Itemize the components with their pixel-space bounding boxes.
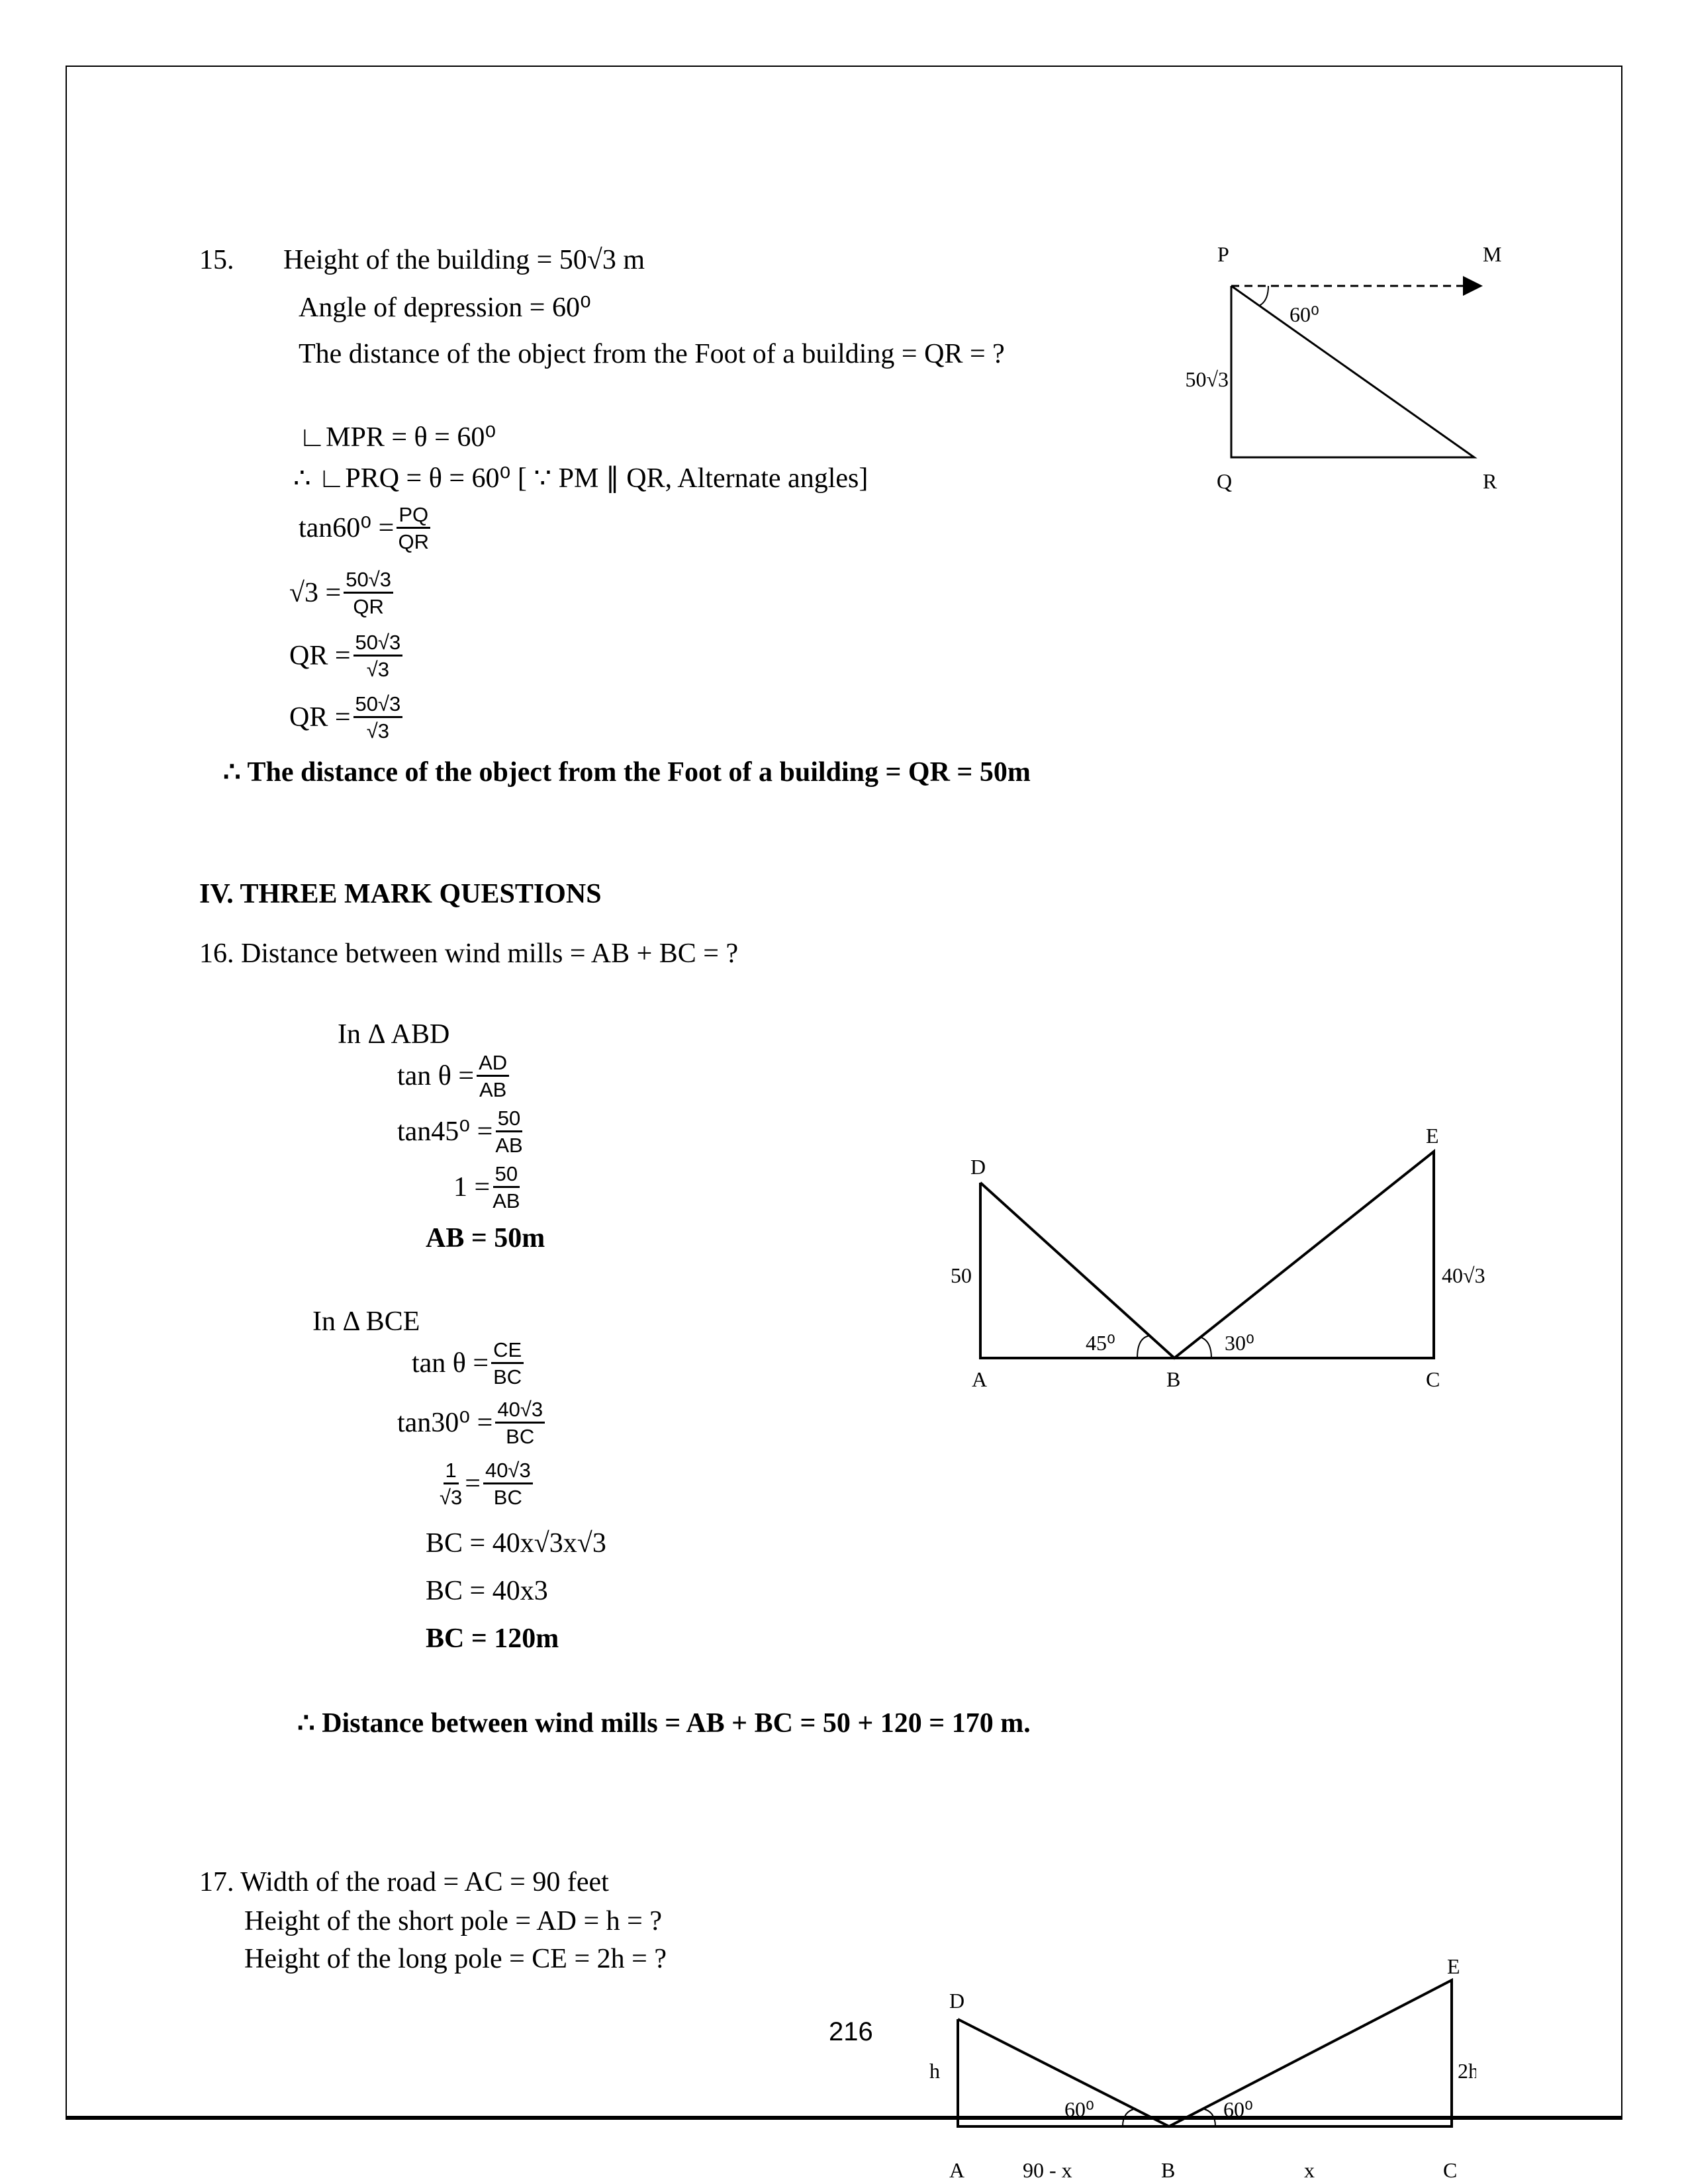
numerator: 1 (444, 1460, 459, 1484)
poles-triangles (958, 1980, 1452, 2126)
q16-conclusion: ∴ Distance between wind mills = AB + BC = 50 + 120 = 170 m. (297, 1708, 1031, 1739)
denominator: QR (398, 530, 429, 553)
denominator: BC (493, 1365, 522, 1388)
q15-given-height: Height of the building = 50√3 m (283, 245, 645, 275)
q16-bce5: BC = 40x3 (426, 1576, 548, 1606)
numerator: 50√3 (353, 694, 403, 718)
label-ad: h (929, 2059, 940, 2083)
angle-arc-left (1137, 1336, 1150, 1358)
numerator: 50√3 (353, 632, 403, 657)
label-c: C (1426, 1367, 1440, 1391)
label-a: A (972, 1367, 988, 1391)
lhs: tan θ = (412, 1348, 489, 1379)
label-angle-right: 60⁰ (1223, 2097, 1253, 2121)
label-e: E (1447, 1954, 1460, 1978)
label-d: D (949, 1989, 965, 2013)
numerator: 50 (493, 1163, 520, 1188)
denominator: AB (495, 1134, 523, 1157)
lhs: QR = (289, 702, 351, 733)
label-ab: 90 - x (1023, 2158, 1072, 2182)
label-d: D (970, 1155, 986, 1179)
angle-arc-right (1199, 1337, 1211, 1358)
label-c: C (1443, 2158, 1458, 2182)
denominator: BC (493, 1486, 522, 1509)
label-a: A (949, 2158, 965, 2182)
q15-to-find: The distance of the object from the Foot of a building = QR = ? (299, 339, 1005, 369)
q15-given-angle: Angle of depression = 60⁰ (299, 293, 591, 323)
page-number: 216 (829, 2017, 873, 2046)
label-ce: 40√3 (1442, 1263, 1485, 1287)
triangle-pqr (1231, 286, 1474, 457)
lhs: tan θ = (397, 1061, 475, 1091)
q15-step2: ∴ ∟PRQ = θ = 60⁰ [ ∵ PM ∥ QR, Alternate angles] (293, 463, 868, 494)
lhs: tan60⁰ = (299, 513, 395, 543)
numerator: 40√3 (495, 1399, 545, 1424)
q17-line2: Height of the short pole = AD = h = ? (244, 1906, 662, 1936)
q15-diagram (1185, 242, 1501, 493)
q16-bce-title: In Δ BCE (312, 1306, 420, 1337)
label-bc: x (1304, 2158, 1315, 2182)
denominator: QR (353, 595, 384, 618)
label-ce-clip (1458, 2059, 1479, 2083)
section-heading: IV. THREE MARK QUESTIONS (199, 879, 602, 909)
q16-bce4: BC = 40x√3x√3 (426, 1528, 606, 1559)
label-angle-right: 30⁰ (1225, 1331, 1254, 1355)
numerator: 50√3 (344, 569, 393, 594)
q16-abd-title: In Δ ABD (338, 1019, 450, 1050)
q15-number: 15. (199, 245, 234, 275)
label-ad: 50 (951, 1263, 972, 1287)
q17-diagram (929, 1954, 1479, 2182)
angle-arc (1259, 286, 1268, 306)
numerator: CE (491, 1340, 524, 1364)
denominator: √3 (440, 1486, 463, 1509)
equals: = (465, 1469, 481, 1499)
lhs: QR = (289, 641, 351, 671)
q15-conclusion: ∴ The distance of the object from the Foot of a building = QR = 50m (223, 757, 1031, 788)
lhs: tan45⁰ = (397, 1116, 493, 1147)
denominator: √3 (366, 719, 390, 743)
label-angle-left: 45⁰ (1086, 1331, 1115, 1355)
label-e: E (1426, 1124, 1439, 1148)
label-ce: 2h (1458, 2059, 1479, 2083)
q17-line1: 17. Width of the road = AC = 90 feet (199, 1867, 609, 1897)
numerator: 50 (496, 1108, 522, 1132)
denominator: BC (506, 1425, 535, 1448)
label-angle-left: 60⁰ (1064, 2097, 1094, 2121)
denominator: AB (492, 1189, 520, 1212)
label-b: B (1161, 2158, 1176, 2182)
numerator: AD (477, 1052, 509, 1077)
numerator: 40√3 (483, 1460, 533, 1484)
label-m: M (1483, 242, 1502, 266)
q16-bce-result: BC = 120m (426, 1623, 559, 1654)
q17-line3: Height of the long pole = CE = 2h = ? (244, 1944, 667, 1974)
label-b: B (1166, 1367, 1181, 1391)
label-p: P (1217, 242, 1229, 266)
q16-abd-result: AB = 50m (426, 1223, 545, 1253)
label-q: Q (1217, 469, 1233, 493)
denominator: AB (479, 1078, 507, 1101)
windmill-triangles (980, 1152, 1434, 1358)
label-height: 50√3 (1185, 367, 1229, 391)
lhs: √3 = (289, 578, 342, 608)
q16-question: 16. Distance between wind mills = AB + BC = ? (199, 938, 739, 969)
lhs: tan30⁰ = (397, 1408, 493, 1438)
label-r: R (1483, 469, 1497, 493)
label-angle: 60⁰ (1289, 302, 1319, 326)
numerator: PQ (397, 504, 430, 529)
denominator: √3 (366, 658, 390, 681)
q16-diagram (951, 1124, 1485, 1391)
q15-step1: ∟MPR = θ = 60⁰ (299, 422, 496, 453)
lhs: 1 = (453, 1172, 491, 1203)
